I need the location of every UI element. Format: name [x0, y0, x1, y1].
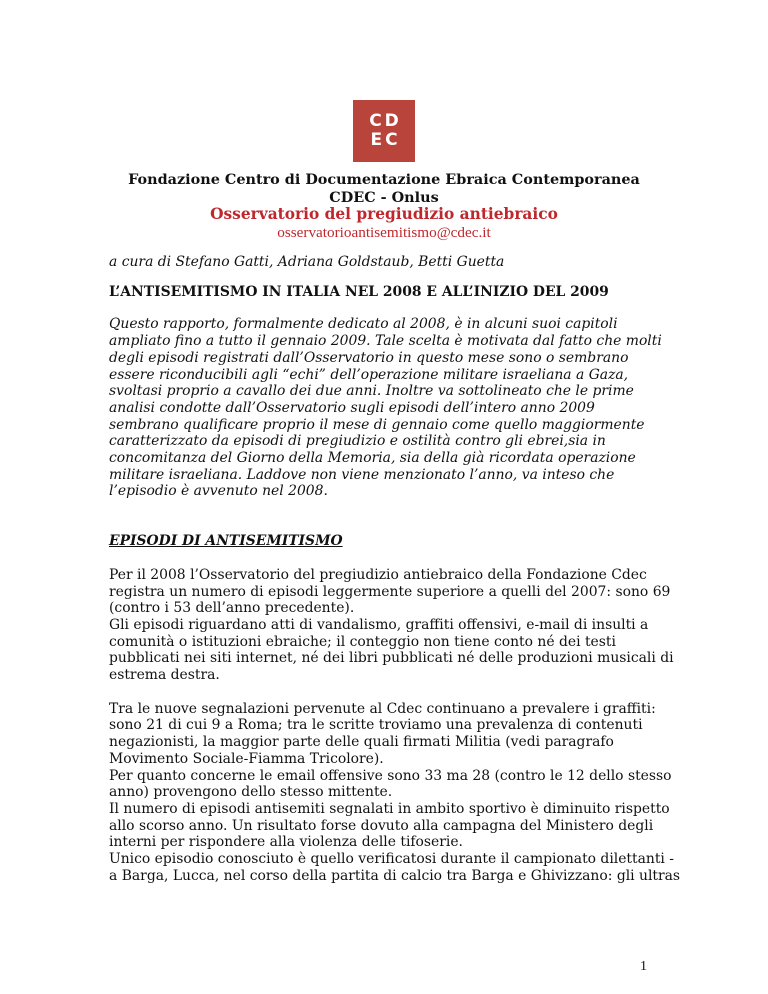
- text-line: Tra le nuove segnalazioni pervenute al Cdec continuano a prevalere i graffiti:: [109, 700, 656, 717]
- report-title: L’ANTISEMITISMO IN ITALIA NEL 2008 E ALL’INIZIO DEL 2009: [109, 283, 609, 300]
- text-line: essere riconducibili agli “echi” dell’operazione militare israeliana a Gaza,: [109, 366, 629, 383]
- authors-line: a cura di Stefano Gatti, Adriana Goldstaub, Betti Guetta: [109, 254, 505, 270]
- cdec-logo: [353, 100, 415, 162]
- text-line: allo scorso anno. Un risultato forse dovuto alla campagna del Ministero degli: [109, 817, 654, 834]
- text-line: militare israeliana. Laddove non viene menzionato l’anno, va inteso che: [109, 466, 615, 483]
- text-line: Gli episodi riguardano atti di vandalismo, graffiti offensivi, e-mail di insulti a: [109, 616, 649, 633]
- text-line: caratterizzato da episodi di pregiudizio e ostilità contro gli ebrei,sia in: [109, 433, 606, 450]
- text-line: pubblicati nei siti internet, né dei libri pubblicati né delle produzioni musicali di: [109, 650, 674, 667]
- organization-name: CDEC - Onlus: [329, 188, 439, 206]
- text-line: interni per rispondere alla violenza delle tifoserie.: [109, 834, 463, 851]
- text-line: negazionisti, la maggior parte delle quali firmati Militia (vedi paragrafo: [109, 734, 614, 751]
- text-line: (contro i 53 dell’anno precedente).: [109, 600, 355, 617]
- text-line: estrema destra.: [109, 667, 220, 684]
- intro-paragraph: [109, 316, 665, 500]
- text-line: Per il 2008 l’Osservatorio del pregiudizio antiebraico della Fondazione Cdec: [109, 566, 647, 583]
- text-line: Unico episodio conosciuto è quello verificatosi durante il campionato dilettanti -: [109, 851, 674, 868]
- text-line: Il numero di episodi antisemiti segnalati in ambito sportivo è diminuito rispetto: [109, 800, 670, 817]
- text-line: degli episodi registrati dall’Osservatorio in questo mese sono o sembrano: [109, 349, 629, 366]
- body-paragraph-1: [109, 566, 674, 684]
- text-line: svoltasi proprio a cavallo dei due anni. Inoltre va sottolineato che le prime: [109, 383, 634, 400]
- page-number: 1: [640, 959, 647, 974]
- text-line: Questo rapporto, formalmente dedicato al 2008, è in alcuni suoi capitoli: [109, 316, 618, 333]
- text-line: l’episodio è avvenuto nel 2008.: [109, 483, 328, 500]
- text-line: anno) provengono dello stesso mittente.: [109, 784, 393, 801]
- text-line: a Barga, Lucca, nel corso della partita di calcio tra Barga e Ghivizzano: gli ultras: [109, 867, 681, 884]
- logo-line-1: CD: [369, 111, 402, 131]
- document-header: [0, 171, 768, 241]
- text-line: registra un numero di episodi leggermente superiore a quelli del 2007: sono 69: [109, 583, 671, 600]
- text-line: concomitanza del Giorno della Memoria, sia della già ricordata operazione: [109, 450, 636, 467]
- logo-line-2: EC: [370, 130, 401, 150]
- document-body: [109, 254, 681, 885]
- text-line: analisi condotte dall’Osservatorio sugli episodi dell’intero anno 2009: [109, 399, 595, 416]
- text-line: Movimento Sociale-Fiamma Tricolore).: [109, 750, 384, 767]
- text-line: ampliato fino a tutto il gennaio 2009. Tale scelta è motivata dal fatto che molti: [109, 333, 662, 350]
- text-line: Per quanto concerne le email offensive sono 33 ma 28 (contro le 12 dello stesso: [109, 767, 672, 784]
- foundation-name: Fondazione Centro di Documentazione Ebraica Contemporanea: [128, 171, 640, 188]
- text-line: sono 21 di cui 9 a Roma; tra le scritte troviamo una prevalenza di contenuti: [109, 717, 643, 734]
- observatory-name: Osservatorio del pregiudizio antiebraico: [210, 205, 558, 223]
- section-heading: EPISODI DI ANTISEMITISMO: [109, 533, 343, 550]
- body-paragraph-2: [109, 700, 681, 885]
- text-line: comunità o istituzioni ebraiche; il conteggio non tiene conto né dei testi: [109, 633, 616, 650]
- contact-email[interactable]: osservatorioantisemitismo@cdec.it: [277, 223, 491, 241]
- text-line: sembrano qualificare proprio il mese di gennaio come quello maggiormente: [109, 416, 645, 433]
